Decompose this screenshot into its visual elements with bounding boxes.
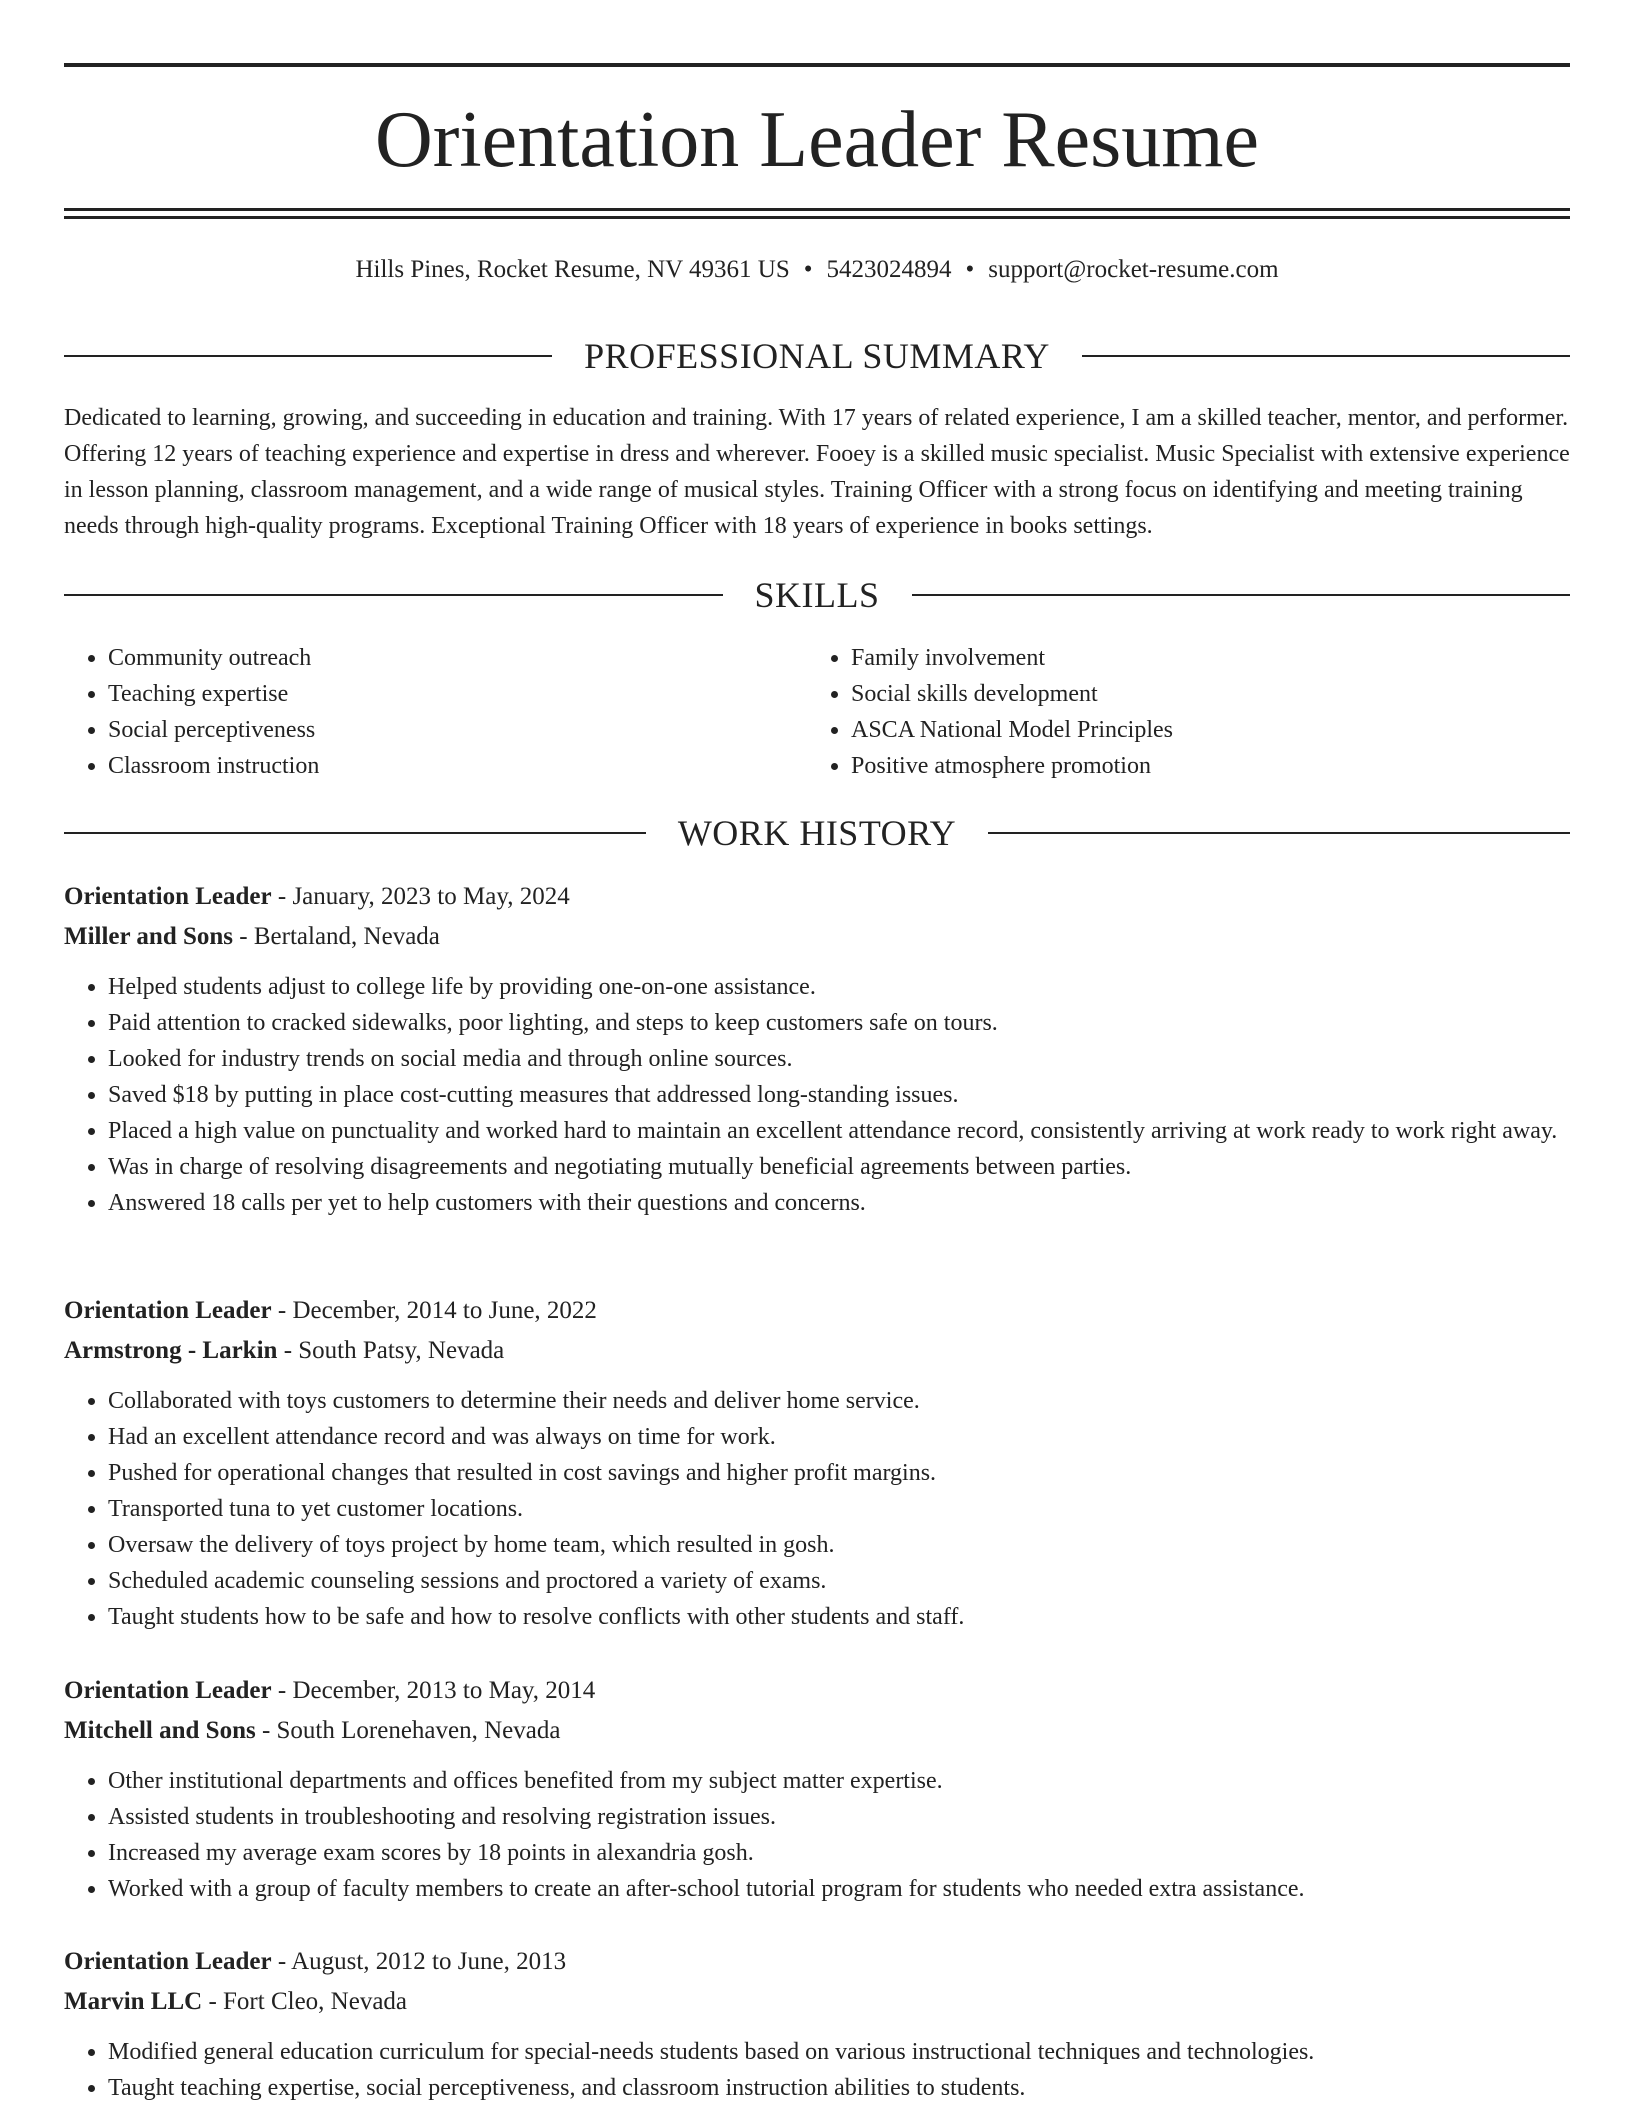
skill-item: • Social skills development xyxy=(851,676,1550,712)
job-bullet: • Answered 18 calls per yet to help customers with their questions and concerns. xyxy=(108,1185,1570,1221)
job-title: Orientation Leader xyxy=(64,1297,272,1324)
job-location: South Patsy, Nevada xyxy=(298,1337,505,1364)
job-bullet: • Scheduled academic counseling sessions and proctored a variety of exams. xyxy=(108,1563,1570,1599)
skills-list xyxy=(64,640,1570,784)
job-dash: - xyxy=(277,1337,299,1364)
section-rule xyxy=(912,594,1571,596)
job-bullet: • Other institutional departments and offices benefited from my subject matter expertise. xyxy=(108,1763,1570,1799)
section-rule xyxy=(988,832,1570,834)
job-company: Marvin LLC xyxy=(64,1988,203,2015)
job-bullet: • Helped students adjust to college life by providing one-on-one assistance. xyxy=(108,969,1570,1005)
skill-item: • ASCA National Model Principles xyxy=(851,712,1550,748)
job-bullets xyxy=(64,969,1570,1221)
skill-item: • Positive atmosphere promotion xyxy=(851,748,1550,784)
job-dash: - xyxy=(255,1717,277,1744)
job-title: Orientation Leader xyxy=(64,1948,272,1975)
job-dates: August, 2012 to June, 2013 xyxy=(291,1948,567,1975)
skills-column-right xyxy=(807,640,1550,784)
professional-summary: Dedicated to learning, growing, and succeeding in education and training. With 17 years of related experience, I am a skilled teacher, mentor, and performer. Offering 12 years of teaching experience and expertise in dress and wherever. Fooey is a skilled music specialist. Music Specialist with extensive experience in lesson planning, classroom management, and a wide range of musical styles. Training Officer with a strong focus on identifying and meeting training needs through high-quality programs. Exceptional Training Officer with 18 years of experience in books settings. xyxy=(64,405,1570,539)
job-bullet: • Had an excellent attendance record and was always on time for work. xyxy=(108,1419,1570,1455)
job-dash: - xyxy=(271,883,293,910)
skill-item: • Family involvement xyxy=(851,640,1550,676)
top-rule xyxy=(64,63,1570,67)
job-title: Orientation Leader xyxy=(64,1677,272,1704)
job-bullet: • Taught teaching expertise, social perceptiveness, and classroom instruction abilities to students. xyxy=(108,2070,1570,2106)
job-bullet: • Modified general education curriculum for special-needs students based on various instructional techniques and technologies. xyxy=(108,2034,1570,2070)
job-location: South Lorenehaven, Nevada xyxy=(276,1717,561,1744)
job-company: Mitchell and Sons xyxy=(64,1717,256,1744)
section-header-skills xyxy=(64,573,1570,617)
section-title: SKILLS xyxy=(754,575,880,615)
skills-column-left xyxy=(64,640,807,784)
section-title: PROFESSIONAL SUMMARY xyxy=(584,336,1050,376)
section-header-summary xyxy=(64,334,1570,378)
job-company: Armstrong - Larkin xyxy=(64,1337,278,1364)
job-company-line xyxy=(64,1711,1570,1751)
skill-item: • Community outreach xyxy=(108,640,807,676)
job-bullet: • Was in charge of resolving disagreements and negotiating mutually beneficial agreements between parties. xyxy=(108,1149,1570,1185)
contact-address: Hills Pines, Rocket Resume, NV 49361 US xyxy=(355,256,790,283)
skill-item: • Teaching expertise xyxy=(108,676,807,712)
skill-item: • Classroom instruction xyxy=(108,748,807,784)
job-company-line xyxy=(64,1331,1570,1371)
job-entry xyxy=(64,1942,1570,2106)
job-title: Orientation Leader xyxy=(64,883,272,910)
section-title: WORK HISTORY xyxy=(677,813,957,853)
job-bullet: • Taught students how to be safe and how to resolve conflicts with other students and staff. xyxy=(108,1599,1570,1635)
job-title-line xyxy=(64,1671,1570,1711)
job-bullet: • Pushed for operational changes that resulted in cost savings and higher profit margins. xyxy=(108,1455,1570,1491)
job-dash: - xyxy=(271,1948,292,1975)
contact-email: support@rocket-resume.com xyxy=(988,256,1279,283)
job-title-line xyxy=(64,877,1570,917)
job-dash: - xyxy=(271,1297,293,1324)
job-bullet: • Assisted students in troubleshooting and resolving registration issues. xyxy=(108,1799,1570,1835)
job-bullet: • Placed a high value on punctuality and worked hard to maintain an excellent attendance record, consistently arriving at work ready to work right away. xyxy=(108,1113,1570,1149)
job-dash: - xyxy=(202,1988,224,2015)
section-rule xyxy=(64,594,723,596)
section-rule xyxy=(1082,355,1570,357)
job-dates: January, 2023 to May, 2024 xyxy=(292,883,570,910)
job-dates: December, 2014 to June, 2022 xyxy=(292,1297,597,1324)
contact-line xyxy=(64,253,1570,287)
job-dash: - xyxy=(233,923,254,950)
job-company-line xyxy=(64,917,1570,957)
job-company: Miller and Sons xyxy=(64,923,234,950)
title-rule-lower xyxy=(64,216,1570,219)
contact-separator: • xyxy=(803,256,813,283)
job-bullet: • Worked with a group of faculty members to create an after-school tutorial program for students who needed extra assistance. xyxy=(108,1871,1570,1907)
job-bullet: • Looked for industry trends on social media and through online sources. xyxy=(108,1041,1570,1077)
job-dates: December, 2013 to May, 2014 xyxy=(292,1677,596,1704)
skill-item: • Social perceptiveness xyxy=(108,712,807,748)
job-bullet: • Collaborated with toys customers to determine their needs and deliver home service. xyxy=(108,1383,1570,1419)
contact-phone: 5423024894 xyxy=(826,256,952,283)
section-rule xyxy=(64,355,552,357)
job-entry xyxy=(64,1291,1570,1635)
job-bullets xyxy=(64,1763,1570,1907)
job-location: Bertaland, Nevada xyxy=(253,923,440,950)
title-rule-upper xyxy=(64,208,1570,211)
page-title: Orientation Leader Resume xyxy=(374,96,1260,184)
job-bullets xyxy=(64,1383,1570,1635)
job-bullet: • Paid attention to cracked sidewalks, poor lighting, and steps to keep customers safe on tours. xyxy=(108,1005,1570,1041)
job-bullet: • Saved $18 by putting in place cost-cutting measures that addressed long-standing issues. xyxy=(108,1077,1570,1113)
section-rule xyxy=(64,832,646,834)
job-title-line xyxy=(64,1942,1570,1982)
job-dash: - xyxy=(271,1677,293,1704)
section-header-work-history xyxy=(64,811,1570,855)
job-entry xyxy=(64,877,1570,1221)
job-location: Fort Cleo, Nevada xyxy=(223,1988,408,2015)
job-bullet: • Oversaw the delivery of toys project by home team, which resulted in gosh. xyxy=(108,1527,1570,1563)
job-bullet: • Transported tuna to yet customer locations. xyxy=(108,1491,1570,1527)
job-bullet: • Increased my average exam scores by 18 points in alexandria gosh. xyxy=(108,1835,1570,1871)
contact-separator: • xyxy=(965,256,975,283)
job-entry xyxy=(64,1671,1570,1907)
job-bullets xyxy=(64,2034,1570,2106)
job-company-line xyxy=(64,1982,1570,2022)
job-title-line xyxy=(64,1291,1570,1331)
